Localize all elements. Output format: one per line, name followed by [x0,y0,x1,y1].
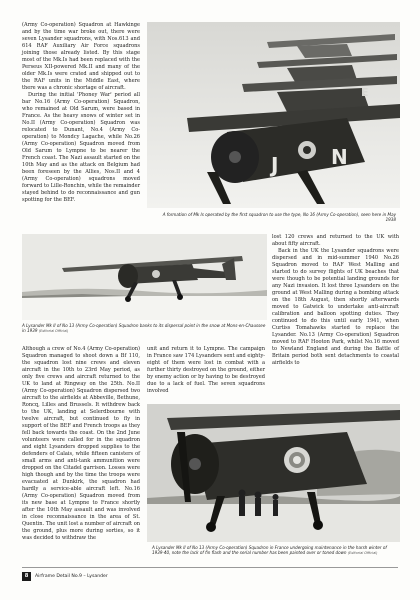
caption-text: A Lysander Mk II of No 13 (Army Co-operation) Squadron in France undergoing maintenance in the harsh winter of 1939-40, note the lack of fin flash and the serial number has been painted over or toned down [152,545,387,556]
caption-text: A Lysander Mk II of No 13 (Army Co-operation) Squadron banks to its dispersal point in the snow at Mons-en-Chaussee in 1939 [22,323,266,334]
paragraph: unit and return it to Lympne. The campaign in France saw 174 Lysanders sent and eighty-eight of them were lost in combat with a further thirty destroyed on the ground, either by enemy action or by having to be destroyed due to a lack of fuel. The seven squadrons involved [147,346,265,394]
photo-caption [152,212,396,223]
aircraft-code-letter: J [271,153,279,177]
photo-formation [147,22,400,208]
page-footer [22,571,108,581]
photo-lysander-snow [22,234,267,320]
photo-credit: (Editorial Official) [347,551,378,556]
publication-title: Airframe Detail No.9 – Lysander [35,573,108,579]
paragraph: During the initial 'Phoney War' period all bar No.16 (Army Co-operation) Squadron, who remained at Old Sarum, were based in France. As the heavy snows of winter set in No.II (Army Co-operation) Squadron was relocated to Dunant, No.4 (Army Co-operation) to Mondcy Lagache, while No.26 (Army Co-operation) Squadron moved from Old Sarum to Lympne to be nearer the French coast. The Nazi assault started on the 10th May and as the attack on Belgium had been foreseen by the Allies, Nos.II and 4 (Army Co-operation) squadrons moved forward to Lille-Ronchin, while the remainder stayed behind to do reconnaissance and gun spotting for the BEF. [22,92,140,203]
aircraft-code-letter: N [331,145,348,169]
text-column-top-left [22,22,140,204]
photo-lysander-maintenance [147,404,400,542]
paragraph: (Army Co-operation) Squadron at Hawkinge and by the time war broke out, there were seven Lysander squadrons, with Nos.613 and 614 RAF Auxiliary Air Force squadrons joining those already listed. By this stage most of the Mk.Is had been replaced with the Perseus XII-powered Mk.II and many of the older Mk.Is were crated and shipped out to the RAF units in the Middle East, where there was a chronic shortage of aircraft. [22,22,140,91]
text-column-mid-center [147,346,265,395]
photo-caption [22,323,267,335]
paragraph: lost 120 crews and returned to the UK with about fifty aircraft. [272,234,399,247]
photo-caption [152,545,398,557]
footer-rule [22,567,398,568]
text-column-right [272,234,399,367]
paragraph: Although a crew of No.4 (Army Co-operation) Squadron managed to shoot down a Bf 110, the squadron lost nine crews and eleven aircraft in the 10th to 23rd May period, as only five crews and aircraft returned to the UK to land at Ringway on the 25th. No.II (Army Co-operation) Squadron dispersed two aircraft to the airfields at Abbeville, Bethune, Roncq, Lilles and Brussels. It withdrew back to the UK, landing at Selerdbourne with twelve aircraft, but continued to fly in support of the BEF and French troops as they fell back towards the coast. On the 2nd June volunteers were called for in the squadron and eight Lysanders dropped supplies to the defenders of Calais, while fifteen canisters of small arms and anti-tank ammunition were dropped on the Citadel garrison. Losses were high though and by the time the troops were evacuated at Dunkirk, the squadron had hardly a service-able aircraft left. No.16 (Army Co-operation) Squadron moved from its new base at Lympne to France shortly after the 10th May assault and was involved in close reconnaissance in the area of St. Quentin. The unit lost a number of aircraft on the ground, plus more during sorties, so it was decided to withdraw the [22,346,140,541]
text-column-mid-left [22,346,140,542]
paragraph: Back in the UK the Lysander squadrons were dispersed and in mid-summer 1940 No.26 Squadron moved to RAF West Malling and started to do survey flights of UK beaches that were though to be potential landing grounds for any Nazi invasion. It lost three Lysanders on the ground at West Malling during a bombing attack on the 18th August, then shortly afterwards moved to Gatwick to undertake anti-aircraft calibration and balloon spotting duties. They continued to do this until early 1941, when Curtiss Tomahawks started to replace the Lysander. No.13 (Army Co-operation) Squadron moved to RAF Hooton Park, whilst No.16 moved to Newland England and during the Battle of Britain period both sent detachments to coastal airfields to [272,248,399,366]
photo-credit: (Editorial Official) [38,329,69,334]
aircraft-code-letter: E [361,86,369,99]
caption-text: A formation of Mk Is operated by the first squadron to use the type, No 16 (Army Co-operation), seen here in May 1938 [162,212,396,223]
page-number: 8 [22,572,31,581]
